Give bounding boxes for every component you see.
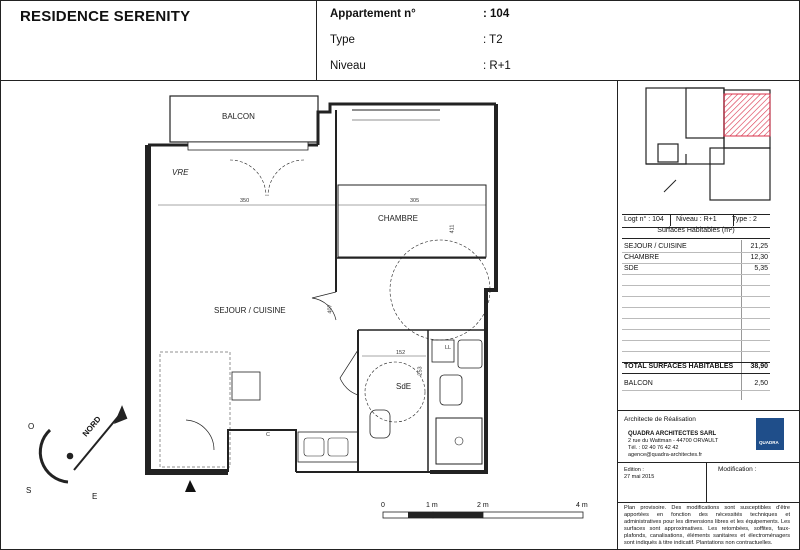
table-row-empty: [622, 341, 770, 352]
compass-s: S: [26, 486, 32, 495]
edition-divider: [617, 462, 800, 463]
balcony-row-value: 2,50: [754, 380, 768, 387]
scale-label-2m: 2 m: [477, 502, 489, 509]
head-divider-2: [733, 214, 734, 226]
compass-o: O: [28, 422, 35, 431]
scale-label-1m: 1 m: [426, 502, 438, 509]
table-row: [622, 242, 770, 253]
balcony-row-label: BALCON: [624, 380, 653, 387]
c-label: C: [266, 432, 270, 438]
residence-title: RESIDENCE SERENITY: [20, 8, 191, 25]
modification-label: Modification :: [718, 466, 757, 473]
architect-logo: [756, 418, 784, 450]
edition-date: 27 mai 2015: [624, 474, 655, 480]
architect-email: agence@quadra-architectes.fr: [628, 452, 703, 458]
floor-plan: [0, 80, 617, 550]
total-label: TOTAL SURFACES HABITABLES: [624, 363, 734, 370]
surfaces-header: Surfaces Habitables (m²): [622, 227, 770, 239]
table-row-empty: [622, 330, 770, 341]
architect-divider: [617, 410, 800, 411]
header-column-divider: [316, 0, 317, 80]
edition-column-divider: [706, 462, 707, 502]
scale-bar: [383, 512, 583, 518]
footer-note: Plan provisoire. Des modifications sont susceptibles d'être apportées en fonction des nécessités techniques et administratives pour les dimensions libres et les équipements. Les surfaces sont approximatives. Les retombées, soffites, faux-plafonds, canalisations, éléments sanitaires et électroménagers sont indiqués à titre indicatif. Plantations non contractuelles.: [624, 505, 790, 546]
row-area: 5,35: [754, 265, 768, 272]
scale-label-0: 0: [381, 502, 385, 509]
ll-label: LL: [445, 345, 452, 351]
row-area: 21,25: [750, 243, 768, 250]
footer-divider: [617, 502, 800, 503]
dim-152: 152: [396, 350, 406, 356]
balcony-label: BALCON: [222, 112, 255, 121]
architect-heading: Architecte de Réalisation: [624, 416, 696, 423]
scale-label-4m: 4 m: [576, 502, 588, 509]
dim-411: 411: [449, 224, 456, 234]
compass-e: E: [92, 492, 98, 501]
table-row-empty: [622, 319, 770, 330]
table-row: [622, 264, 770, 275]
table-type-label: Type : 2: [732, 216, 757, 223]
entrance-marker: [185, 480, 196, 492]
logo-text: QUADRA: [759, 440, 779, 445]
table-row-empty: [622, 286, 770, 297]
dim-305: 305: [410, 198, 420, 204]
architect-address: 2 rue du Wattman - 44700 ORVAULT: [628, 438, 719, 444]
total-row: [622, 362, 770, 374]
bathroom-label: SdE: [396, 382, 412, 391]
bedroom-label: CHAMBRE: [378, 214, 419, 223]
total-value: 38,90: [750, 363, 768, 370]
sidebar-divider: [617, 80, 618, 550]
key-plan: [640, 84, 774, 204]
row-room: SEJOUR / CUISINE: [624, 243, 687, 250]
edition-label: Edition :: [624, 467, 644, 473]
table-level-label: Niveau : R+1: [676, 216, 717, 223]
living-kitchen-label: SEJOUR / CUISINE: [214, 306, 286, 315]
summary-table-head: [622, 214, 770, 228]
lot-label: Logt n° : 104: [624, 216, 664, 223]
table-row-empty: [622, 297, 770, 308]
row-room: CHAMBRE: [624, 254, 660, 261]
compass-nord: NORD: [80, 414, 103, 439]
type-label: Type: [330, 34, 355, 46]
vre-label: VRE: [172, 168, 189, 177]
compass-icon: [40, 408, 126, 482]
type-value: : T2: [483, 34, 503, 46]
balcony-row: [622, 380, 770, 391]
level-label: Niveau: [330, 60, 366, 72]
architect-phone: Tél. : 02 40 76 42 42: [628, 445, 679, 451]
dim-350: 350: [240, 198, 250, 204]
apartment-value: : 104: [483, 8, 510, 20]
table-row-empty: [622, 308, 770, 319]
dim-253: 253: [417, 366, 424, 376]
row-area: 12,30: [750, 254, 768, 261]
architect-name: QUADRA ARCHITECTES SARL: [628, 431, 717, 437]
row-room: SDE: [624, 265, 639, 272]
table-row: [622, 253, 770, 264]
level-value: : R+1: [483, 60, 511, 72]
table-row-empty: [622, 275, 770, 286]
key-plan-highlight: [724, 94, 770, 136]
head-divider-1: [670, 214, 671, 226]
dim-407: 407: [327, 304, 334, 314]
apartment-label: Appartement n°: [330, 8, 416, 20]
